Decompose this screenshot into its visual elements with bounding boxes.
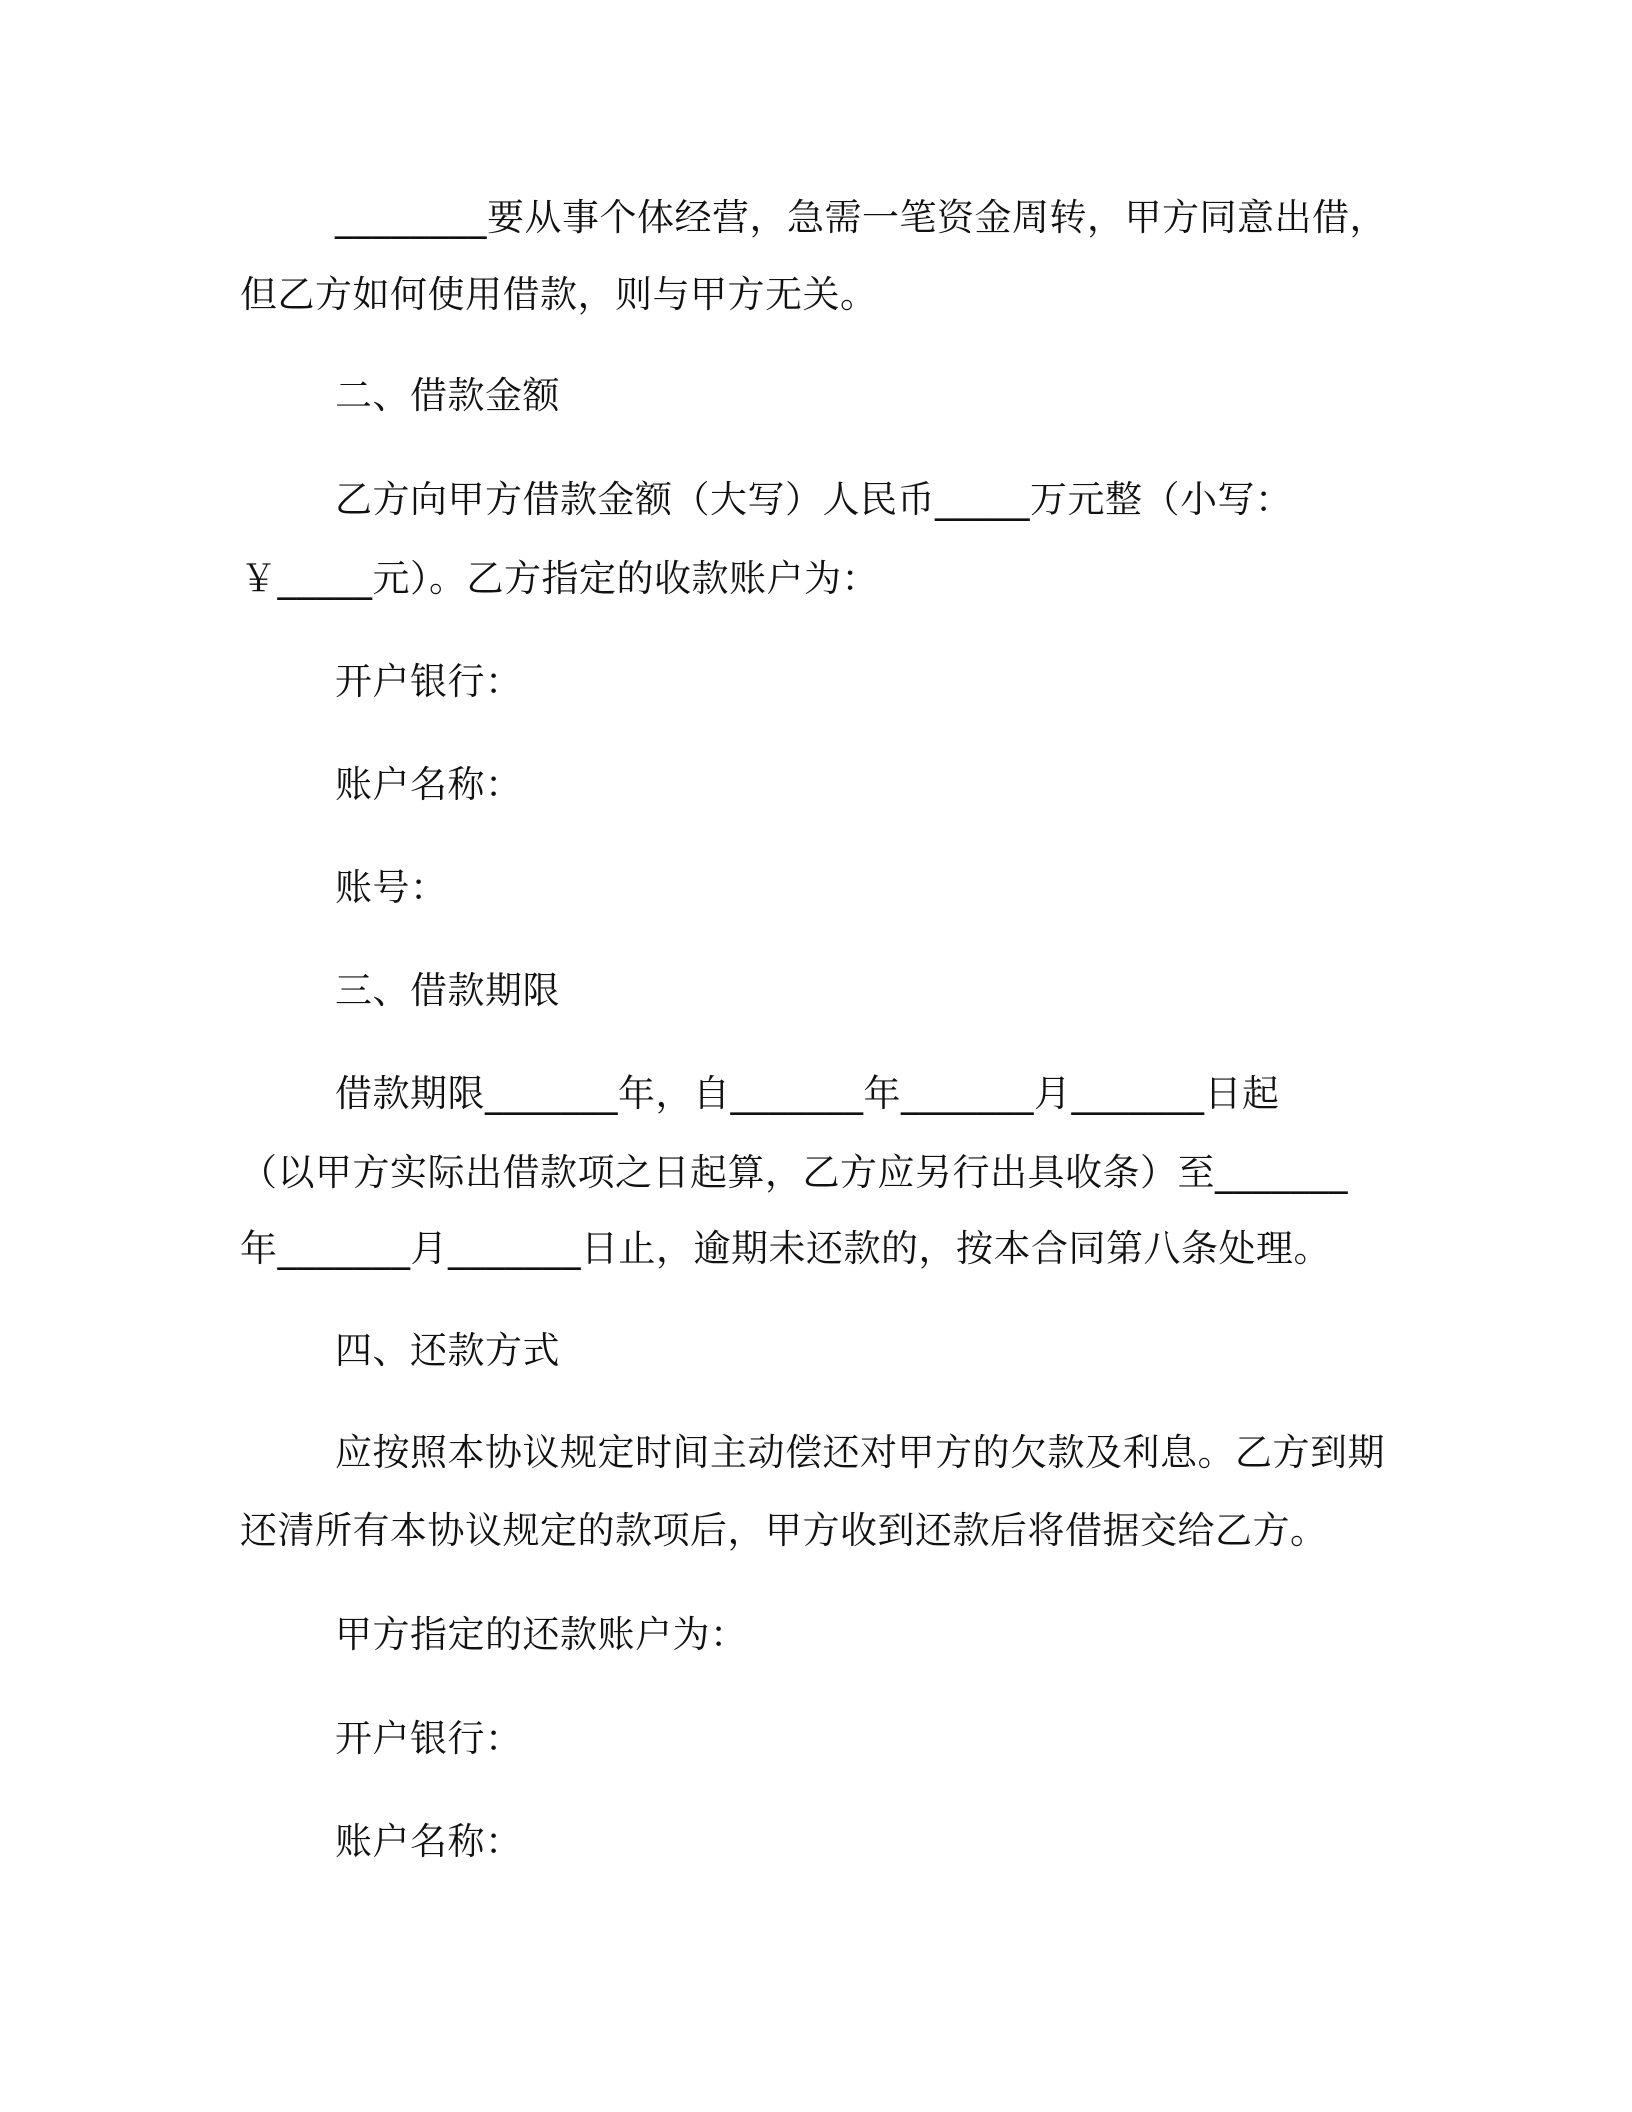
section-heading-repayment-method: 四、还款方式 [335, 1329, 560, 1372]
paragraph-purpose-line-1: ________要从事个体经营，急需一笔资金周转，甲方同意出借， [335, 196, 1387, 239]
paragraph-term-line-2: （以甲方实际出借款项之日起算，乙方应另行出具收条）至_______ [240, 1151, 1348, 1194]
paragraph-term-line-1: 借款期限_______年，自_______年_______月_______日起 [335, 1072, 1280, 1115]
section-heading-loan-term: 三、借款期限 [335, 969, 560, 1012]
receiving-account-number-label: 账号： [335, 866, 448, 909]
section-heading-loan-amount: 二、借款金额 [335, 374, 560, 417]
repayment-account-name-label: 账户名称： [335, 1820, 523, 1863]
paragraph-purpose-line-2: 但乙方如何使用借款，则与甲方无关。 [240, 273, 878, 316]
paragraph-repayment-line-1: 应按照本协议规定时间主动偿还对甲方的欠款及利息。乙方到期 [335, 1431, 1385, 1474]
repayment-account-intro: 甲方指定的还款账户为： [335, 1613, 748, 1656]
paragraph-repayment-line-2: 还清所有本协议规定的款项后，甲方收到还款后将借据交给乙方。 [240, 1509, 1328, 1552]
receiving-bank-label: 开户银行： [335, 660, 523, 703]
paragraph-term-line-3: 年_______月_______日止，逾期未还款的，按本合同第八条处理。 [240, 1227, 1331, 1270]
receiving-account-name-label: 账户名称： [335, 763, 523, 806]
paragraph-amount-line-1: 乙方向甲方借款金额（大写）人民币_____万元整（小写： [335, 478, 1293, 521]
repayment-bank-label: 开户银行： [335, 1717, 523, 1760]
paragraph-amount-line-2: ￥_____元）。乙方指定的收款账户为： [240, 557, 879, 600]
